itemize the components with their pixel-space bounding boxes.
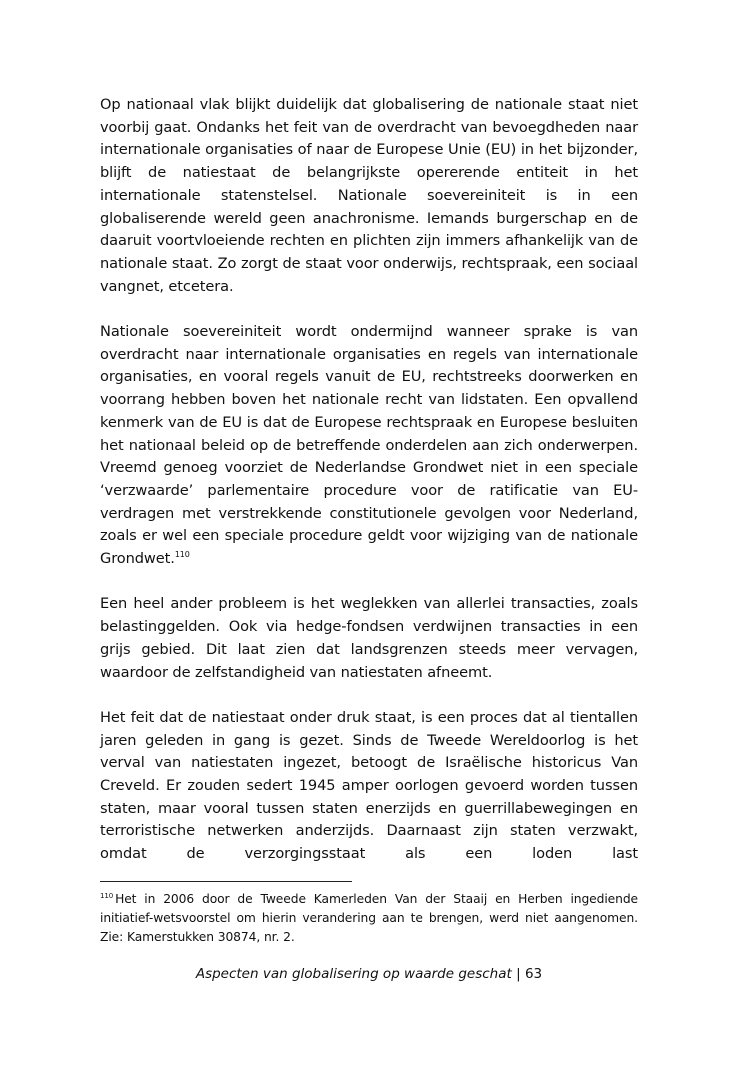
page-footer	[0, 966, 738, 982]
footnote-divider	[100, 881, 352, 882]
footnote	[100, 890, 638, 947]
page-number: 63	[524, 966, 543, 982]
footnote-reference[interactable]: 110	[174, 550, 190, 560]
body-text	[100, 94, 638, 889]
footnote-text: Het in 2006 door de Tweede Kamerleden Van der Staaij en Herben ingediende initiatief-wetsvoorstel om hierin verandering aan te brengen, werd niet aangenomen. Zie: Kamerstukken 30874, nr. 2.	[100, 892, 638, 944]
footer-title: Aspecten van globalisering op waarde geschat	[195, 966, 512, 982]
paragraph-1: Op nationaal vlak blijkt duidelijk dat globalisering de nationale staat niet voorbij gaat. Ondanks het feit van de overdracht van bevoegdheden naar internationale organisaties of naar de Europese Unie (EU) in het bijzonder, blijft de natiestaat de belangrijkste opererende entiteit in het internationale statenstelsel. Nationale soevereiniteit is in een globaliserende wereld geen anachronisme. Iemands burgerschap en de daaruit voortvloeiende rechten en plichten zijn immers afhankelijk van de nationale staat. Zo zorgt de staat voor onderwijs, rechtspraak, een sociaal vangnet, etcetera.	[100, 96, 638, 295]
paragraph-2: Nationale soevereiniteit wordt ondermijnd wanneer sprake is van overdracht naar internationale organisaties en regels van internationale organisaties, en vooral regels vanuit de EU, rechtstreeks doorwerken en voorrang hebben boven het nationale recht van lidstaten. Een opvallend kenmerk van de EU is dat de Europese rechtspraak en Europese besluiten het nationaal beleid op de betreffende onderdelen aan zich onderwerpen. Vreemd genoeg voorziet de Nederlandse Grondwet niet in een speciale ‘verzwaarde’ parlementaire procedure voor de ratificatie van EU-verdragen met verstrekkende constitutionele gevolgen voor Nederland, zoals er wel een speciale procedure geldt voor wijziging van de nationale Grondwet.$^{110}$	[100, 323, 638, 568]
paragraph-4: Het feit dat de natiestaat onder druk staat, is een proces dat al tientallen jaren geleden in gang is gezet. Sinds de Tweede Wereldoorlog is het verval van natiestaten ingezet, betoogt de Israëlische historicus Van Creveld. Er zouden sedert 1945 amper oorlogen gevoerd worden tussen staten, maar vooral tussen staten enerzijds en guerrillabewegingen en terroristische netwerken anderzijds. Daarnaast zijn staten verzwakt, omdat de verzorgingsstaat als een loden last	[100, 708, 638, 863]
paragraph-3: Een heel ander probleem is het weglekken van allerlei transacties, zoals belastinggelden. Ook via hedge-fondsen verdwijnen transacties in een grijs gebied. Dit laat zien dat landsgrenzen steeds meer vervagen, waardoor de zelfstandigheid van natiestaten afneemt.	[100, 595, 638, 681]
footnote-number: 110	[100, 891, 114, 900]
footer-separator: |	[516, 966, 521, 982]
